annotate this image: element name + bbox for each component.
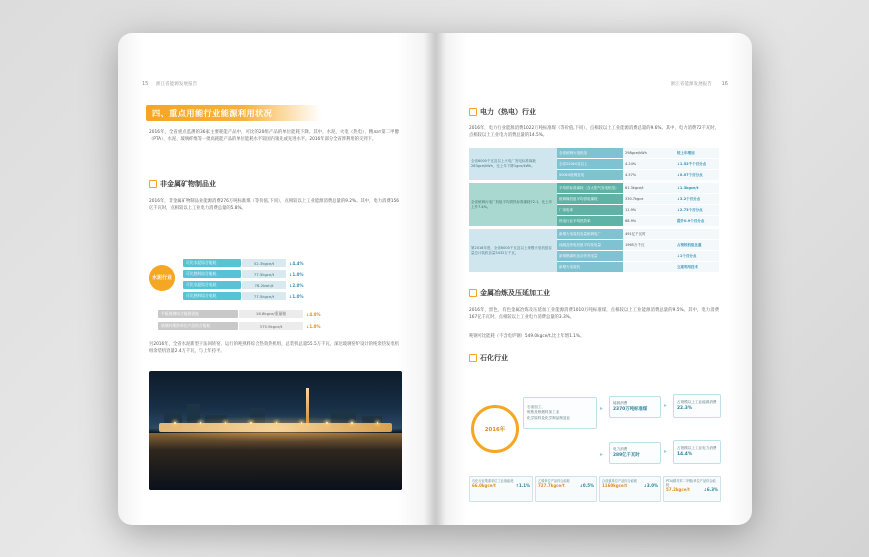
chart-row-pct: ↓1.0% — [289, 271, 304, 277]
chart-gray-row-label: 玻璃纤维纱单位产品综合能耗 — [158, 322, 238, 330]
subsection-petro-label: 石化行业 — [480, 354, 508, 362]
petro-stat-pct: ↓6.3% — [703, 487, 718, 493]
table-cell: ↓1.3kgce/t — [675, 183, 719, 193]
table-cell — [623, 262, 675, 272]
table-cell: 提升0.9个百分点 — [675, 216, 719, 226]
table-cell: 500kV统调变电 — [557, 170, 623, 180]
cement-industry-badge — [149, 265, 175, 291]
table-cell: 1965万千瓦 — [623, 240, 675, 250]
petro-stat-title: 合成氨单位产品综合能耗 — [602, 478, 638, 483]
table-cell: 统调煤机组平均供电煤耗 — [557, 194, 623, 204]
chart-gray-row — [158, 310, 320, 318]
cement-industry-badge-label: 水泥行业 — [151, 275, 172, 281]
table-row — [469, 183, 719, 227]
arrow-icon: ▸ — [664, 448, 668, 455]
table-cell: ↓1.52千个百分点 — [675, 159, 719, 169]
square-marker-icon — [469, 289, 477, 297]
table-cell: 占相较机组比重 — [675, 240, 719, 250]
petro-stat — [663, 476, 721, 502]
square-marker-icon — [149, 180, 157, 188]
arrow-icon: ▸ — [600, 405, 604, 412]
section-title — [146, 105, 321, 121]
table-group-head: 第2016年度，全省6000千瓦及以上规模火电机组容量总计装机容量5432万千瓦。 — [469, 229, 557, 272]
table-cell: 新增燃煤机组余热发电量 — [557, 251, 623, 261]
petro-year-ring — [471, 405, 519, 453]
table-cell: 68.9% — [623, 216, 675, 226]
petro-electric-share-value: 14.4% — [677, 451, 693, 457]
right-page — [435, 33, 752, 525]
chart-row-label: 可比水泥综合能耗 — [183, 259, 241, 267]
table-cell: 厂用电率 — [557, 205, 623, 215]
chart-row-pct: ↓4.4% — [289, 260, 304, 266]
chart-row-value: 52.3kgce/t — [242, 259, 286, 267]
petro-stat-pct: ↓3.0% — [643, 482, 658, 488]
table-cell: 298gce/kWh — [623, 148, 675, 158]
cement-paragraph-2: 另2016年，全省水泥新型干法回转窑、运行的吨熟料综合热效热机组，总装机总量55.5万千瓦，深达玻璃窑炉设计的纯余热发电机组余装机容量2.4万千瓦，与上年持平。 — [149, 342, 399, 355]
table-cell: 新增火电装机容量统调电厂 — [557, 229, 623, 239]
chart-row — [183, 270, 303, 278]
table-cell: ↓0.07个百分点 — [675, 170, 719, 180]
left-page — [118, 33, 435, 525]
chart-row-label: 可比熟料综合能耗 — [183, 270, 241, 278]
table-cell: 4.57% — [623, 170, 675, 180]
chart-gray-row-value: 375.9kgce/t — [239, 322, 303, 330]
subsection-power — [469, 107, 536, 117]
nonmetal-paragraph: 2016年，非金属矿物制品业能源消费276万吨标准煤（等价值,下同），点相较以上工业能源消费总量的9.2%。其中，电力消费156亿千瓦时，点相较以上工业电力消费总量的5.8%。 — [149, 199, 399, 212]
petro-industry-line1: 石油加工、 — [527, 405, 545, 410]
table-cell: 纯凝及热电机组平均发电量 — [557, 240, 623, 250]
petro-electric-value: 289亿千瓦时 — [613, 452, 640, 458]
chart-gray-row-label: 平板玻璃综合能源消耗 — [158, 310, 238, 318]
table-cell: 立案利用技术 — [675, 262, 719, 272]
chart-gray-row — [158, 322, 320, 330]
petro-stat-value: 727.7kgce/t — [538, 482, 565, 488]
left-header: 浙江省能源发展报告 — [156, 82, 198, 87]
petro-stat-title: 乙烯单位产品综合能耗 — [538, 478, 570, 483]
petro-stat-pct: ↓0.5% — [579, 482, 594, 488]
table-group-head: 全省6000千瓦及以上火电厂发电标准煤耗283gce/kWh，比上年下降1gce/kWh。 — [469, 148, 557, 180]
table-cell — [623, 251, 675, 261]
table-cell: 全省统调火电机组 — [557, 148, 623, 158]
metal-paragraph-2: 吨钢可比能耗（不含电炉钢）549.0kgce/t,比上年增1.1%。 — [469, 334, 585, 339]
table-cell: ↓2.73个百分点 — [675, 205, 719, 215]
table-cell: 平均供标准煤耗（含太阳气发电机组） — [557, 183, 623, 193]
chart-row-pct: ↓1.0% — [289, 293, 304, 299]
petro-stat — [535, 476, 597, 502]
right-page-number: 16 — [721, 81, 728, 87]
chart-row-value: 77.5kgce/t — [242, 270, 286, 278]
table-cell: 11.9% — [623, 205, 675, 215]
table-group-head: 全省统调污电厂机组平均供热标准煤耗72.1，比上年上升7.4%。 — [469, 183, 557, 226]
petro-stat-value: 1160kgce/t — [602, 482, 628, 488]
table-cell: 491亿千瓦时 — [623, 229, 675, 239]
arrow-icon: ▸ — [664, 402, 668, 409]
chart-row — [183, 292, 303, 300]
table-cell: 较上年增加 — [675, 148, 719, 158]
petro-energy-share-value: 22.3% — [677, 405, 693, 411]
petro-stat-value: 57.2kgce/t — [666, 487, 690, 493]
subsection-nonmetal — [149, 179, 216, 189]
table-cell: 61.3kgce/t — [623, 183, 675, 193]
left-page-number: 15 — [142, 81, 149, 87]
petro-electric-share-box — [673, 440, 721, 464]
chart-row-value: 77.5kgce/t — [242, 292, 286, 300]
table-row — [469, 229, 719, 273]
table-cell: 全省220kV及以上 — [557, 159, 623, 169]
power-table — [469, 148, 719, 274]
petro-energy-value: 2370万吨标准煤 — [613, 406, 648, 412]
petro-electric-box — [609, 442, 661, 464]
subsection-power-label: 电力（热电）行业 — [480, 108, 536, 116]
chart-row-value: 78.2kwh/t — [242, 281, 286, 289]
petro-year-label: 2016年 — [484, 427, 506, 433]
petro-energy-share-box — [673, 394, 721, 418]
table-cell: 热电行业平均热效率 — [557, 216, 623, 226]
subsection-metal — [469, 288, 550, 298]
table-cell: ↓1个百分点 — [675, 251, 719, 261]
section-title-text: 四、重点用能行业能源利用状况 — [152, 107, 273, 118]
square-marker-icon — [469, 354, 477, 362]
chart-row-pct: ↓2.0% — [289, 282, 304, 288]
metal-paragraph: 2016年，黑色、有色金属冶炼及压延加工业能源消费1010万吨标准煤，点相较以上工业能源消费总量的9.5%。其中，电力消费167亿千瓦时，点相较以上工业电力消费总量的3.3%。 — [469, 308, 719, 321]
subsection-petro — [469, 353, 508, 363]
night-bridge-photo — [149, 371, 402, 490]
petro-stat — [469, 476, 533, 502]
petro-industry-box — [523, 397, 597, 429]
power-paragraph: 2016年，电力行业能源消费1022万吨标准煤（等价值,下同），点相较以上工业能源消费总量的9.6%。其中，电力消费72千瓦时，点相较以上工业电力消费总量的14.5%。 — [469, 126, 719, 139]
petro-energy-box — [609, 396, 661, 418]
petro-stat — [599, 476, 661, 502]
chart-gray-row-pct: ↓4.0% — [306, 311, 321, 317]
chart-row-label: 可比水泥综合电耗 — [183, 281, 241, 289]
table-cell: ↓3.2个百分点 — [675, 194, 719, 204]
intro-paragraph: 2016年，全省重点监测的36家主要耗能产品中，可比的20组产品的单位能耗下降。其中，水泥、火电（热电）、精лат第二甲醇（PTA）、水泥、玻璃纤维等一批高耗能产品的单位能耗水平较国内领先或先进水平。2016年部分全省涉利用的交到下。 — [149, 130, 399, 143]
chart-row — [183, 281, 303, 289]
petro-industry-line3: 化学原料及化学制品制造业 — [527, 415, 571, 420]
table-cell: 4.24% — [623, 159, 675, 169]
table-cell — [675, 229, 719, 239]
book-spread — [118, 33, 752, 525]
chart-row-label: 可比熟料综合电耗 — [183, 292, 241, 300]
right-header: 浙江省能源发展报告 — [670, 82, 712, 87]
arrow-icon: ▸ — [600, 451, 604, 458]
subsection-nonmetal-label: 非金属矿物制品业 — [160, 180, 216, 188]
petro-stat-title: 石化行业集重单位工业值能耗 — [472, 478, 514, 483]
petro-stat-value: 66.0kgce/t — [472, 482, 496, 488]
petro-stat-pct: ↑1.1% — [515, 482, 530, 488]
chart-gray-row-value: 16.8kgce/重量箱 — [239, 310, 303, 318]
petro-electric-label: 电力消费 — [613, 447, 628, 452]
table-row — [469, 148, 719, 181]
table-cell: 330.7kgce — [623, 194, 675, 204]
chart-row — [183, 259, 303, 267]
petro-electric-share-label: 占规模以上工业电力消费 — [677, 446, 717, 451]
petro-energy-label: 能源消费 — [613, 401, 628, 406]
petro-stat-title: PTA(精对苯二甲酸)单位产品综合能耗 — [666, 478, 716, 487]
chart-gray-row-pct: ↓1.0% — [306, 323, 321, 329]
petro-industry-line2: 炼焦及核燃料加工业 — [527, 410, 560, 415]
table-cell: 新增火电装机 — [557, 262, 623, 272]
subsection-metal-label: 金属冶炼及压延加工业 — [480, 289, 550, 297]
petro-energy-share-label: 占规模以上工业能源消费 — [677, 400, 717, 405]
square-marker-icon — [469, 108, 477, 116]
